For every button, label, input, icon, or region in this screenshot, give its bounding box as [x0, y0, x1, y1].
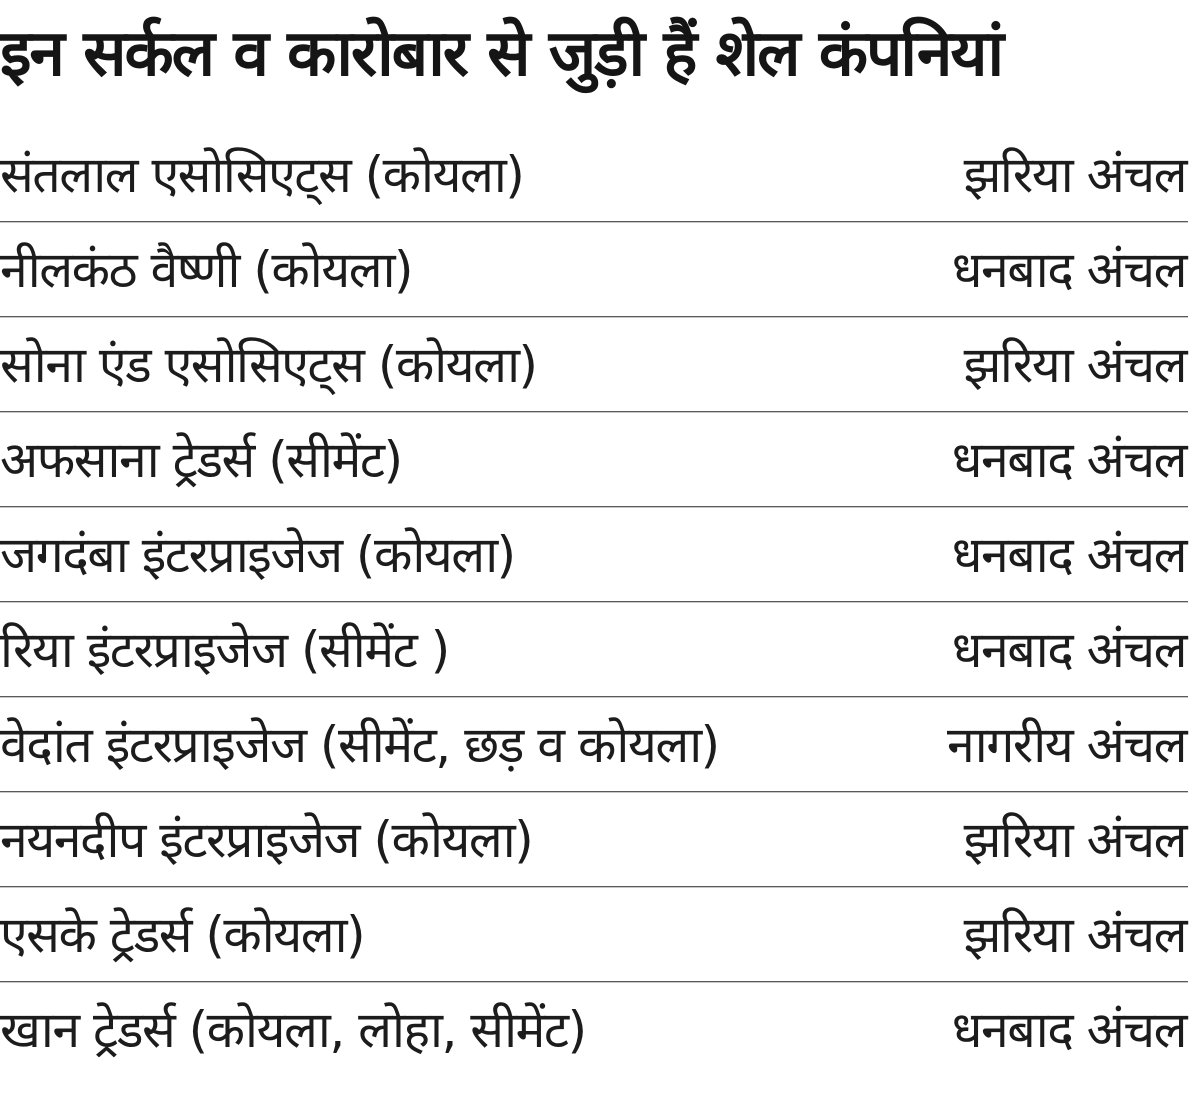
region-name: धनबाद अंचल — [951, 621, 1186, 679]
region-name: धनबाद अंचल — [951, 241, 1186, 299]
company-name: एसके ट्रेडर्स (कोयला) — [0, 906, 365, 964]
table-row — [0, 128, 1188, 223]
company-name: खान ट्रेडर्स (कोयला, लोहा, सीमेंट) — [0, 1001, 586, 1059]
company-name: नीलकंठ वैष्णी (कोयला) — [0, 241, 413, 299]
region-name: धनबाद अंचल — [951, 526, 1186, 584]
table-row — [0, 318, 1188, 413]
table-row — [0, 508, 1188, 603]
company-name: वेदांत इंटरप्राइजेज (सीमेंट, छड़ व कोयला) — [0, 716, 719, 774]
headline: इन सर्कल व कारोबार से जुड़ी हैं शेल कंपनियां — [0, 17, 1003, 91]
table-row — [0, 698, 1188, 793]
table-row — [0, 603, 1188, 698]
shell-company-table — [0, 128, 1188, 1078]
company-name: रिया इंटरप्राइजेज (सीमेंट ) — [0, 621, 449, 679]
region-name: झरिया अंचल — [963, 906, 1186, 964]
region-name: धनबाद अंचल — [951, 431, 1186, 489]
table-row — [0, 793, 1188, 888]
region-name: झरिया अंचल — [963, 811, 1186, 869]
region-name: धनबाद अंचल — [951, 1001, 1186, 1059]
company-name: अफसाना ट्रेडर्स (सीमेंट) — [0, 431, 402, 489]
region-name: झरिया अंचल — [963, 336, 1186, 394]
region-name: नागरीय अंचल — [947, 716, 1186, 774]
region-name: झरिया अंचल — [963, 146, 1186, 204]
table-row — [0, 888, 1188, 983]
company-name: नयनदीप इंटरप्राइजेज (कोयला) — [0, 811, 533, 869]
company-name: सोना एंड एसोसिएट्स (कोयला) — [0, 336, 537, 394]
company-name: जगदंबा इंटरप्राइजेज (कोयला) — [0, 526, 515, 584]
table-row — [0, 413, 1188, 508]
company-name: संतलाल एसोसिएट्स (कोयला) — [0, 146, 524, 204]
table-row — [0, 223, 1188, 318]
table-row — [0, 983, 1188, 1078]
